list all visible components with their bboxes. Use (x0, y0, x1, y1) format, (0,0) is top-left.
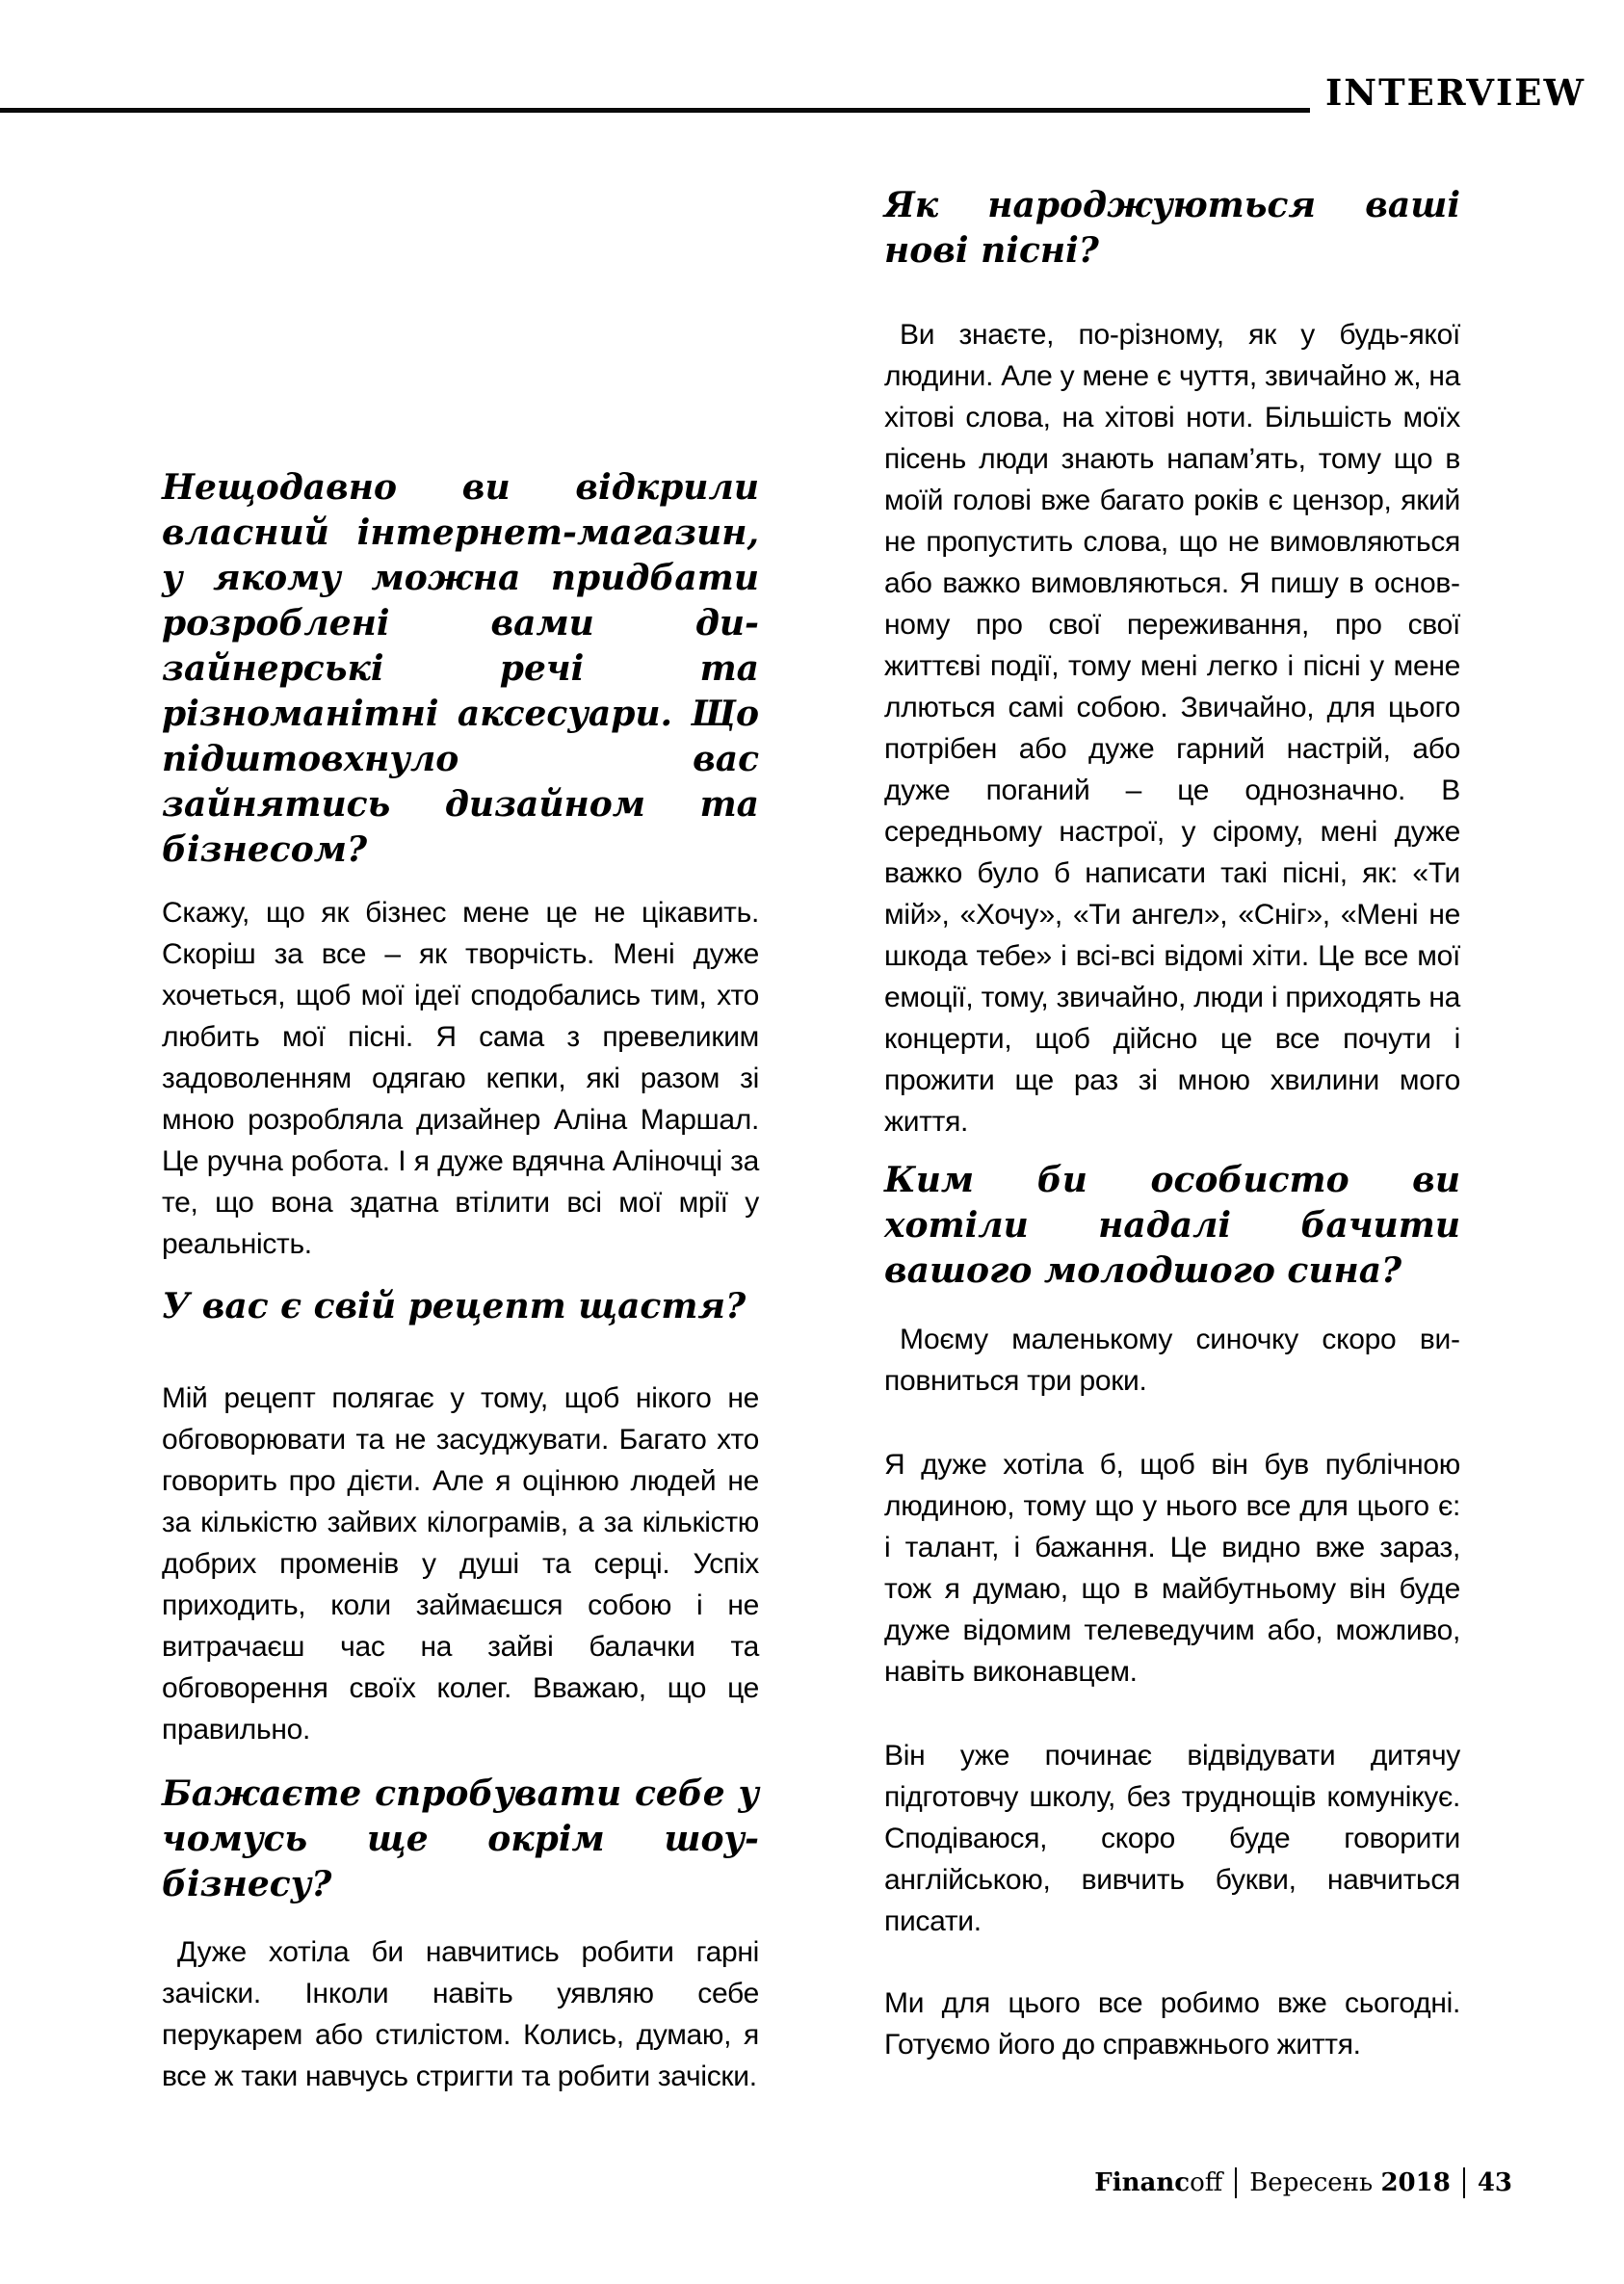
page-footer (1094, 2167, 1512, 2198)
left-column (162, 465, 759, 2097)
section-header: INTERVIEW (1325, 71, 1586, 114)
answer-paragraph: Мій рецепт полягає у тому, щоб нікого не обговорювати та не засуджувати. Багато хто говорить про дієти. Але я оцінюю людей не за кількістю зайвих кілограмів, а за кількістю добрих променів у душі та серці. Успіх приходить, коли займаєшся собою і не витрачаєш час на зайві балачки та обговорення своїх колег. Вважаю, що це правильно. (162, 1382, 759, 1746)
brand-logo: Financoff (1094, 2168, 1223, 2197)
footer-divider (1463, 2167, 1465, 2198)
header-rule (0, 108, 1310, 113)
answer-paragraph: Ви знаєте, по-різному, як у будь-якої людини. Але у мене є чуття, звичайно ж, на хітові слова, на хітові ноти. Більшість моїх пісень люди знають напам’ять, тому що в моїй голові вже багато років є цензор, який не пропустить слова, що не вимовляються або важко вимовляються. Я пишу в основному про свої переживання, про свої життєві події, тому мені легко і пісні у мене ллються самі собою. Звичайно, для цього потрібен або дуже гарний настрій, або дуже поганий – це однозначно. В середньому настрої, у сірому, мені дуже важко було б написати такі пісні, як: «Ти мій», «Хочу», «Ти ангел», «Сніг», «Мені не шкода тебе» і всі-всі відомі хіти. Це все мої емоції, тому, звичайно, люди і приходять на концерти, щоб дійсно це все почути і прожити ще раз зі мною хвилини мого життя. (884, 319, 1460, 1138)
answer-paragraph: Він уже починає відвідувати дитячу підготовчу школу, без труднощів комунікує. Сподіваюся, скоро буде говорити англійською, вивчить букви, навчиться писати. (884, 1740, 1460, 1937)
question-heading: Ким би особисто ви хотіли надалі бачити вашого молодшого сина? (884, 1160, 1460, 1291)
question-heading: Нещодавно ви відкрили власний інтернет-магазин, у якому можна придбати розроблені вами дизайнерські речі та різноманітні аксесуари. Що підштовхнуло вас зайнятись дизайном та бізнесом? (162, 467, 759, 870)
page-number: 43 (1477, 2168, 1512, 2197)
answer-paragraph: Дуже хотіла би навчитись робити гарні зачіски. Інколи навіть уявляю себе перукарем або стилістом. Колись, думаю, я все ж таки навчусь стригти та робити зачіски. (162, 1936, 759, 2092)
answer-paragraph: Ми для цього все робимо вже сьогодні. Готуємо його до справжнього життя. (884, 1987, 1460, 2061)
question-heading: У вас є свій рецепт щастя? (162, 1286, 747, 1326)
right-column (884, 183, 1460, 2065)
answer-paragraph: Моєму маленькому синочку скоро виповниться три роки. (884, 1324, 1460, 1397)
footer-divider (1235, 2167, 1237, 2198)
answer-paragraph: Я дуже хотіла б, щоб він був публічною людиною, тому що у нього все для цього є: і талант, і бажання. Це видно вже зараз, тож я думаю, що в майбутньому він буде дуже відомим телеведучим або, можливо, навіть виконавцем. (884, 1449, 1460, 1688)
issue-date: Вересень 2018 (1249, 2168, 1451, 2197)
question-heading: Як народжуються ваші нові пісні? (884, 185, 1460, 271)
question-heading: Бажаєте спробувати себе у чомусь ще окрім шоу-бізнесу? (162, 1773, 759, 1904)
answer-paragraph: Скажу, що як бізнес мене це не цікавить. Скоріш за все – як творчість. Мені дуже хочеться, щоб мої ідеї сподобались тим, хто любить мої пісні. Я сама з превеликим задоволенням одягаю кепки, які разом зі мною розробляла дизайнер Аліна Маршал. Це ручна робота. І я дуже вдячна Аліночці за те, що вона здатна втілити всі мої мрії у реальність. (162, 897, 759, 1260)
